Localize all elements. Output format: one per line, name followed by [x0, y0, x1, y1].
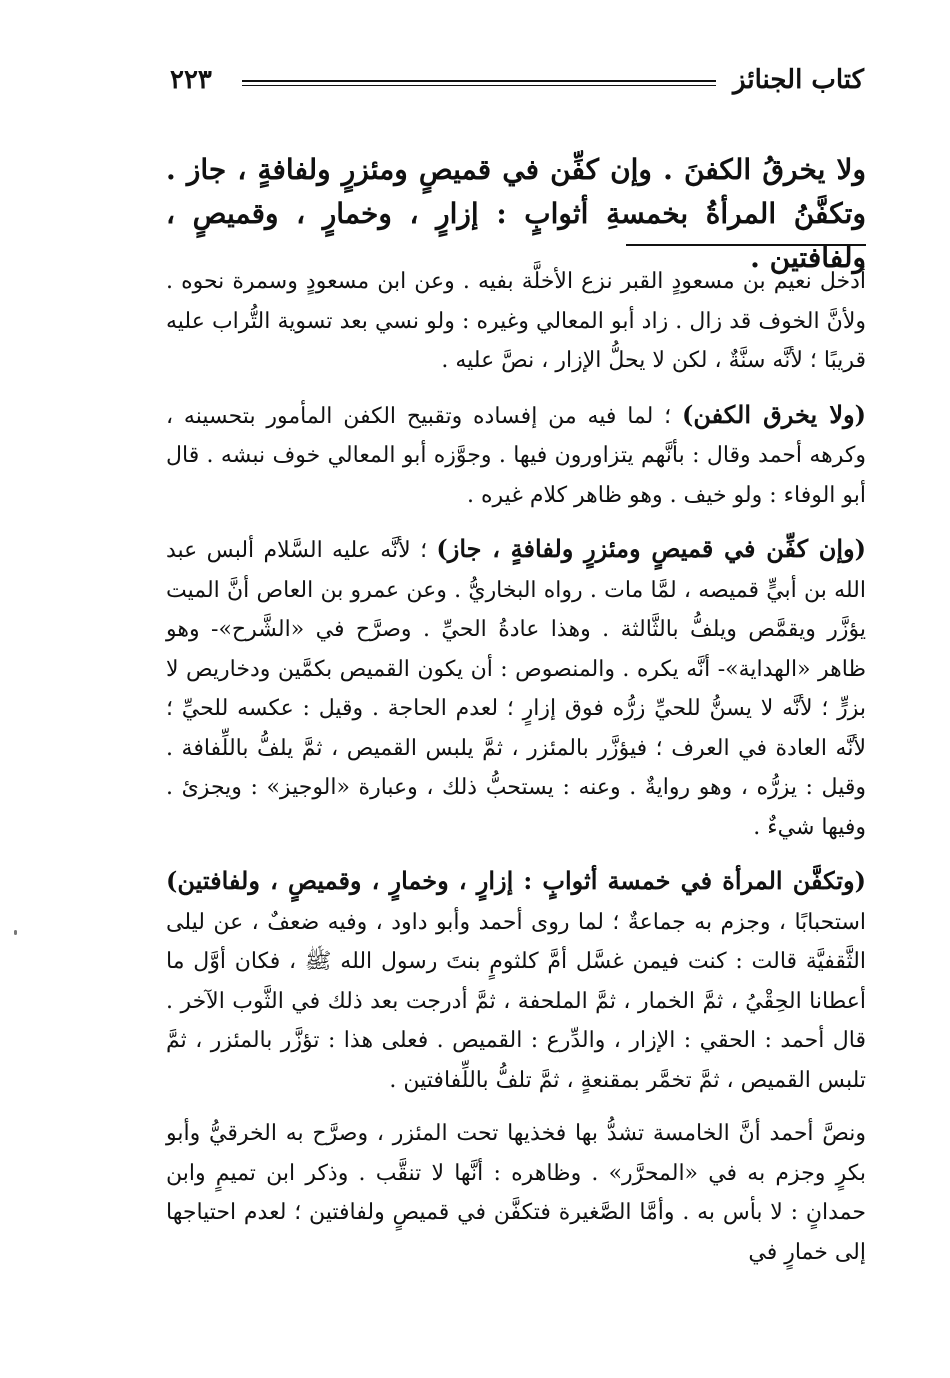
- commentary-paragraph-4: [166, 861, 866, 1100]
- paragraph-text: ونصَّ أحمد أنَّ الخامسة تشدُّ بها فخذيها تحت المئزر ، وصرَّح به الخرقيُّ وأبو بكرٍ وجزم به في «المحرَّر» . وظاهره : أنَّها لا تنقَّب . وذكر ابن تميمٍ وابن حمدانٍ : لا بأس به . وأمَّا الصَّغيرة فتكفَّن في قميصٍ ولفافتين ؛ لعدم احتياجها إلى خمارٍ في: [166, 1121, 866, 1265]
- scan-speck: [14, 930, 17, 935]
- page-number: ٢٢٣: [170, 65, 212, 95]
- paragraph-text: أدخل نعيم بن مسعودٍ القبر نزع الأخلَّة بفيه . وعن ابن مسعودٍ وسمرة نحوه . ولأنَّ الخوف قد زال . زاد أبو المعالي وغيره : ولو نسي بعد تسوية التُّراب عليه قريبًا ؛ لأنَّه سنَّةٌ ، لكن لا يحلُّ الإزار ، نصَّ عليه .: [166, 269, 866, 373]
- paragraph-text: ؛ لأنَّه عليه السَّلام ألبس عبد الله بن أبيٍّ قميصه ، لمَّا مات . رواه البخاريُّ . وعن عمرو بن العاص أنَّ الميت يؤزَّر ويقمَّص ويلفُّ بالثَّالثة . وهذا عادةُ الحيِّ . وصرَّح في «الشَّرح»- وهو ظاهر «الهداية»- أنَّه يكره . والمنصوص : أن يكون القميص بكمَّين ودخاريص لا بزرٍّ ؛ لأنَّه لا يسنُّ للحيِّ زرُّه فوق إزارٍ ؛ لعدم الحاجة . وقيل : عكسه للحيِّ ؛ لأنَّه العادة في العرف ؛ فيؤزَّر بالمئزر ، ثمَّ يلبس القميص ، ثمَّ يلفُّ باللِّفافة . وقيل : يزرُّه ، وهو روايةٌ . وعنه : يستحبُّ ذلك ، وعبارة «الوجيز» : ويجزئ . وفيها شيءٌ .: [166, 538, 866, 840]
- commentary-paragraph-3: [166, 529, 866, 847]
- header-rule: [242, 80, 716, 86]
- paragraph-text: ؛ لما فيه من إفساده وتقبيح الكفن المأمور بتحسينه ، وكرهه أحمد وقال : بأنَّهم يتزاورون فيها . وجوَّزه أبو المعالي خوف نبشه . قال أبو الوفاء : ولو خيف . وهو ظاهر كلام غيره .: [166, 403, 866, 508]
- matn-separator-rule: [626, 244, 866, 246]
- paragraph-lemma: (وتكفَّن المرأة في خمسة أثوابٍ : إزارٍ ، وخمارٍ ، وقميصٍ ، ولفافتين): [166, 866, 866, 895]
- chapter-title: كتاب الجنائز: [733, 65, 864, 95]
- commentary-paragraph-2: [166, 395, 866, 516]
- paragraph-text: استحبابًا ، وجزم به جماعةٌ ؛ لما روى أحمد وأبو داود ، وفيه ضعفٌ ، عن ليلى الثَّقفيَّة قالت : كنت فيمن غسَّل أمَّ كلثومٍ بنتَ رسول الله ﷺ ، فكان أوَّل ما أعطانا الحِقْيُ ، ثمَّ الخمار ، ثمَّ الملحفة ، ثمَّ أدرجت بعد ذلك في الثَّوب الآخر . قال أحمد : الحقي : الإزار ، والدِّرع : القميص . فعلى هذا : تؤزَّر بالمئزر ، ثمَّ تلبس القميص ، ثمَّ تخمَّر بمقنعةٍ ، ثمَّ تلفُّ باللِّفافتين .: [166, 909, 866, 1093]
- running-header: [170, 62, 864, 102]
- commentary: [166, 262, 866, 1286]
- paragraph-lemma: (ولا يخرق الكفن): [681, 399, 867, 429]
- commentary-paragraph-5: [166, 1114, 866, 1272]
- matn-text: ولا يخرقُ الكفنَ . وإن كفِّن في قميصٍ ومئزرٍ ولفافةٍ ، جاز . وتكفَّنُ المرأةُ بخمسةِ أثوابٍ : إزارٍ ، وخمارٍ ، وقميصٍ ، ولفافتين .: [166, 153, 866, 274]
- commentary-paragraph-1: [166, 262, 866, 381]
- paragraph-lemma: (وإن كفِّن في قميصٍ ومئزرٍ ولفافةٍ ، جاز): [436, 534, 867, 563]
